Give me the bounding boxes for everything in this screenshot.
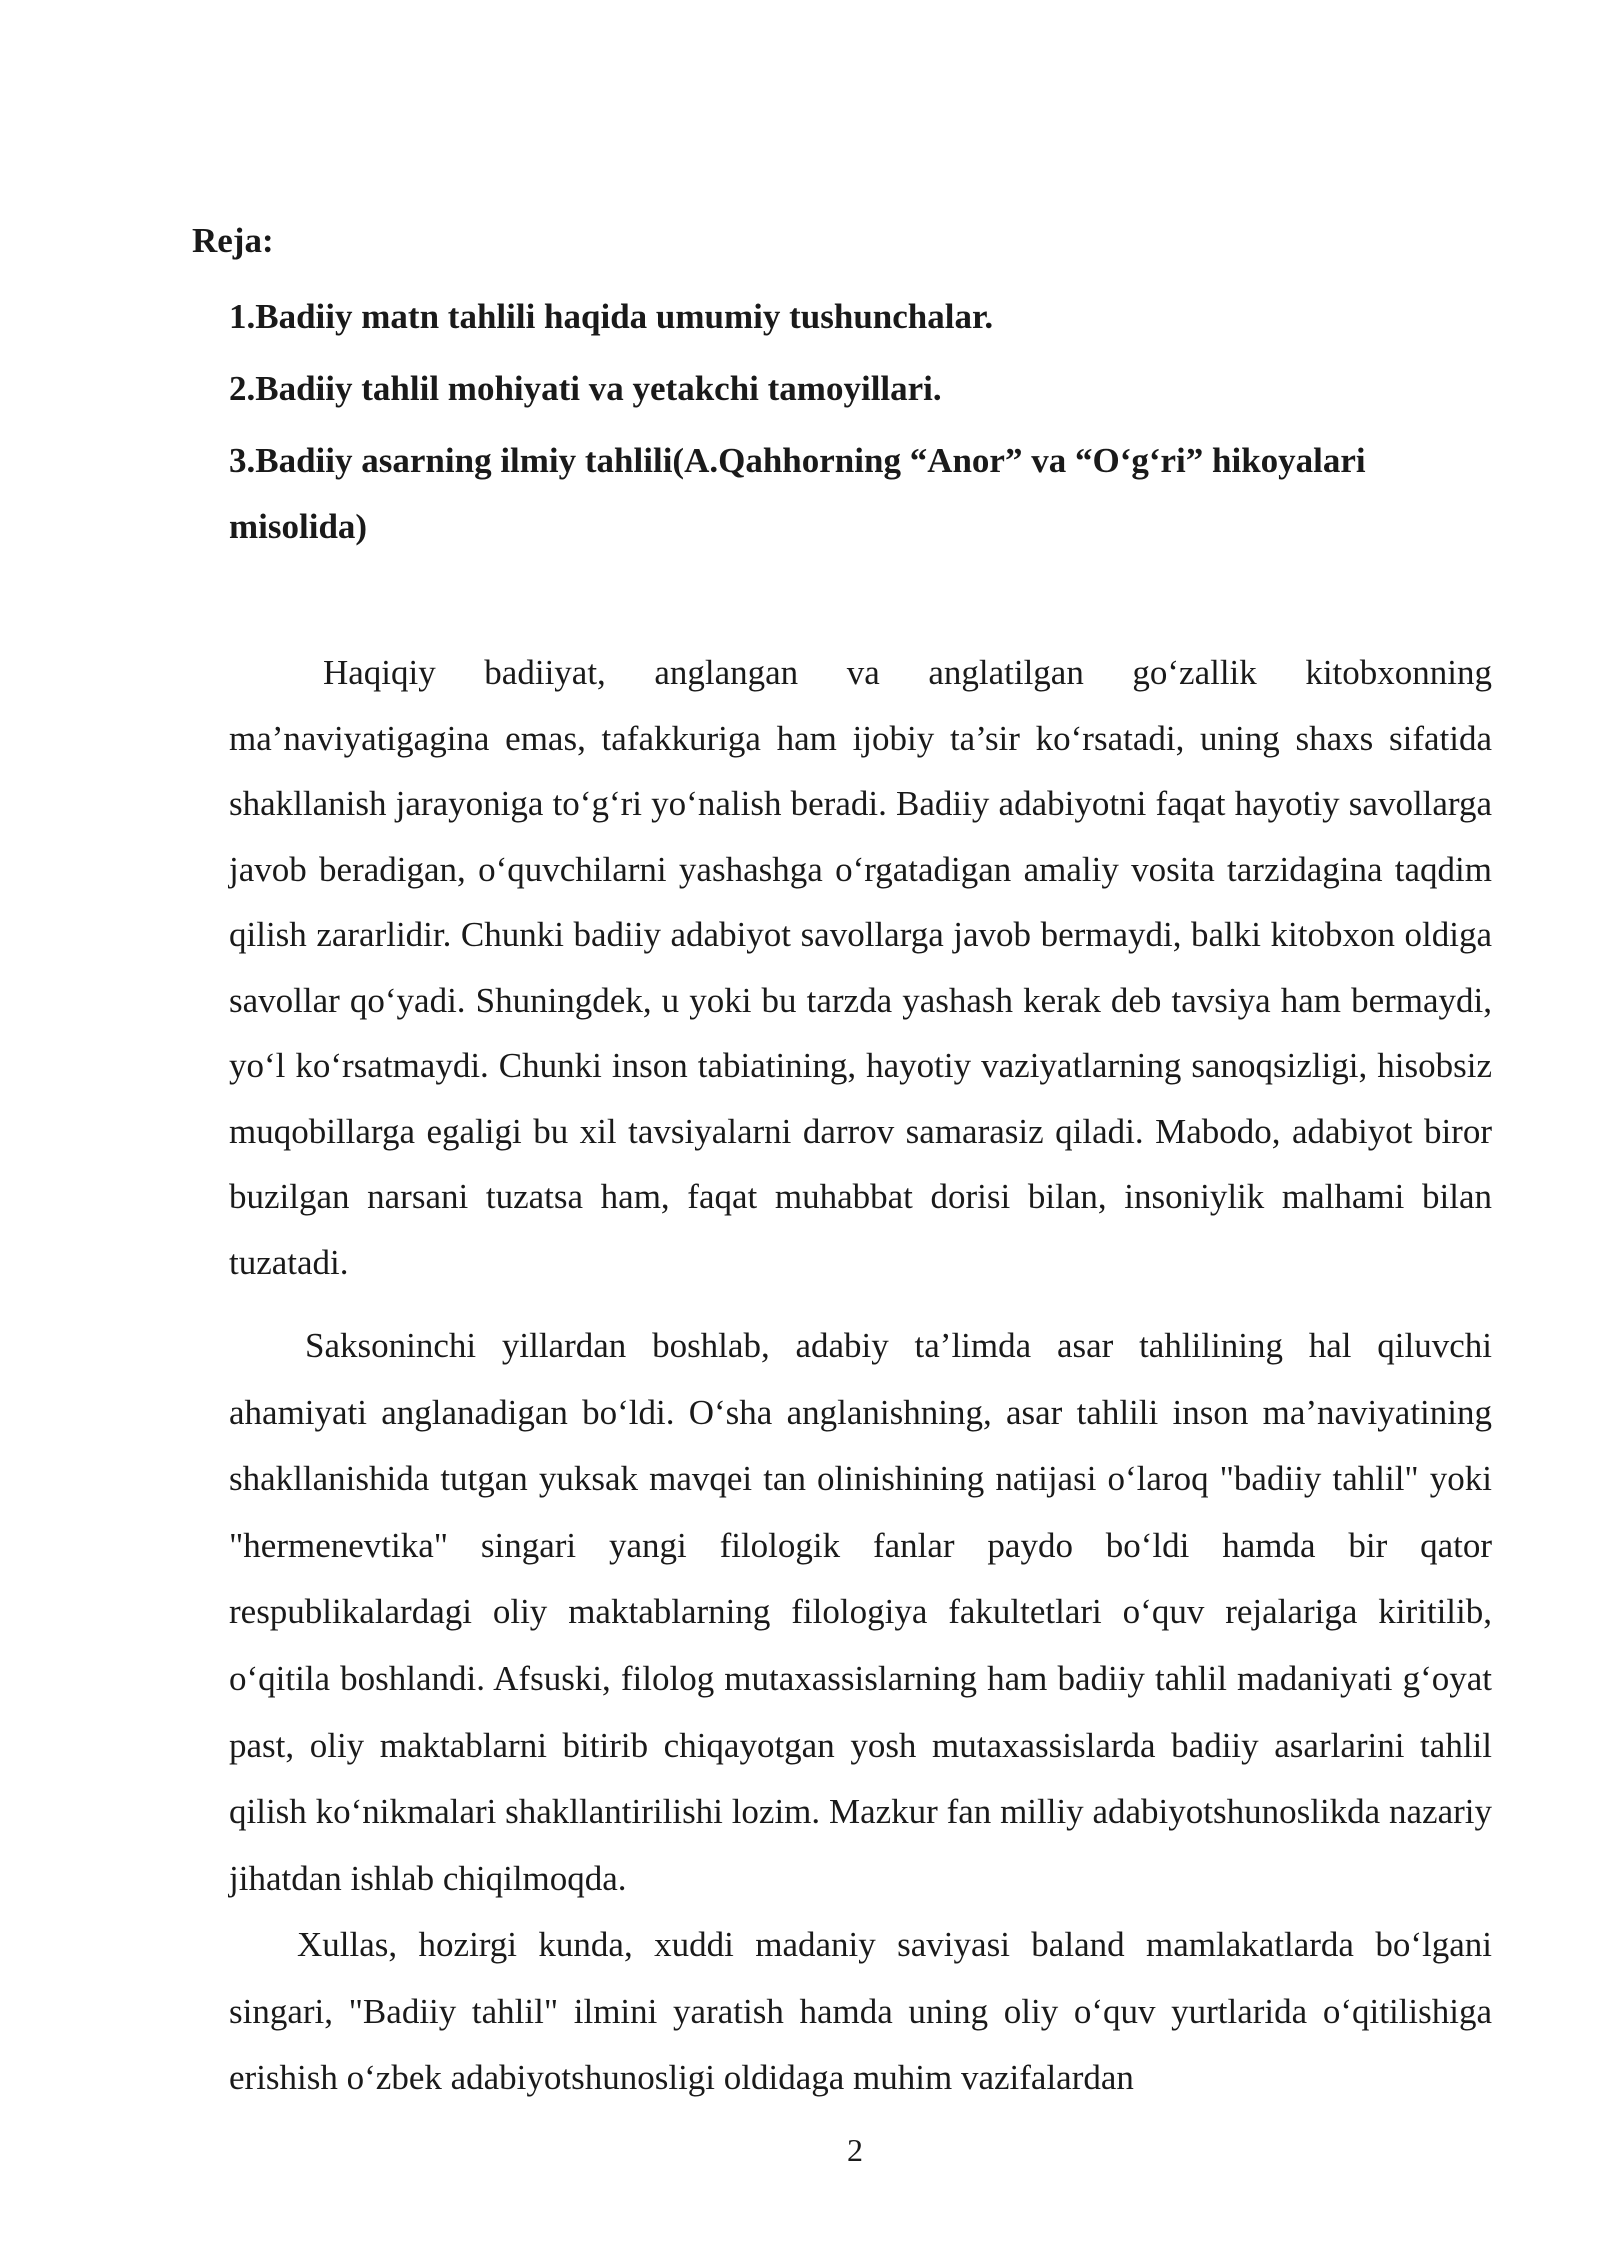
page-number: 2 (847, 2132, 863, 2168)
plan-item-2: 2.Badiiy tahlil mohiyati va yetakchi tamoyillari. (229, 369, 942, 408)
paragraph-3: Xullas, hozirgi kunda, xuddi madaniy saviyasi baland mamlakatlarda bo‘lgani singari, "Badiiy tahlil" ilmini yaratish hamda uning oliy o‘quv yurtlarida o‘qitilishiga erishish o‘zbek adabiyotshunosligi oldidaga muhim vazifalardan (229, 1925, 1492, 2098)
plan-heading: Reja: (192, 221, 274, 260)
paragraph-2: Saksoninchi yillardan boshlab, adabiy ta’limda asar tahlilining hal qiluvchi ahamiyati anglanadigan bo‘ldi. O‘sha anglanishning, asar tahlili inson ma’naviyatining shakllanishida tutgan yuksak mavqei tan olinishining natijasi o‘laroq "badiiy tahlil" yoki "hermenevtika" singari yangi filologik fanlar paydo bo‘ldi hamda bir qator respublikalardagi oliy maktablarning filologiya fakultetlari o‘quv rejalariga kiritilib, o‘qitila boshlandi. Afsuski, filolog mutaxassislarning ham badiiy tahlil madaniyati g‘oyat past, oliy maktablarni bitirib chiqayotgan yosh mutaxassislarda badiiy asarlarini tahlil qilish ko‘nikmalari shakllantirilishi lozim. Mazkur fan milliy adabiyotshunoslikda nazariy jihatdan ishlab chiqilmoqda. (229, 1326, 1492, 1898)
paragraph-1: Haqiqiy badiiyat, anglangan va anglatilgan go‘zallik kitobxonning ma’naviyatigagina emas, tafakkuriga ham ijobiy ta’sir ko‘rsatadi, uning shaxs sifatida shakllanish jarayoniga to‘g‘ri yo‘nalish beradi. Badiiy adabiyotni faqat hayotiy savollarga javob beradigan, o‘quvchilarni yashashga o‘rgatadigan amaliy vosita tarzidagina taqdim qilish zararlidir. Chunki badiiy adabiyot savollarga javob bermaydi, balki kitobxon oldiga savollar qo‘yadi. Shuningdek, u yoki bu tarzda yashash kerak deb tavsiya ham bermaydi, yo‘l ko‘rsatmaydi. Chunki inson tabiatining, hayotiy vaziyatlarning sanoqsizligi, hisobsiz muqobillarga egaligi bu xil tavsiyalarni darrov samarasiz qiladi. Mabodo, adabiyot biror buzilgan narsani tuzatsa ham, faqat muhabbat dorisi bilan, insoniylik malhami bilan tuzatadi. (229, 653, 1492, 1282)
plan-item-1: 1.Badiiy matn tahlili haqida umumiy tushunchalar. (229, 297, 994, 336)
plan-item-3: 3.Badiiy asarning ilmiy tahlili(A.Qahhorning “Anor” va “O‘g‘ri” hikoyalari misolida) (229, 441, 1366, 546)
plan-list (229, 284, 1499, 566)
